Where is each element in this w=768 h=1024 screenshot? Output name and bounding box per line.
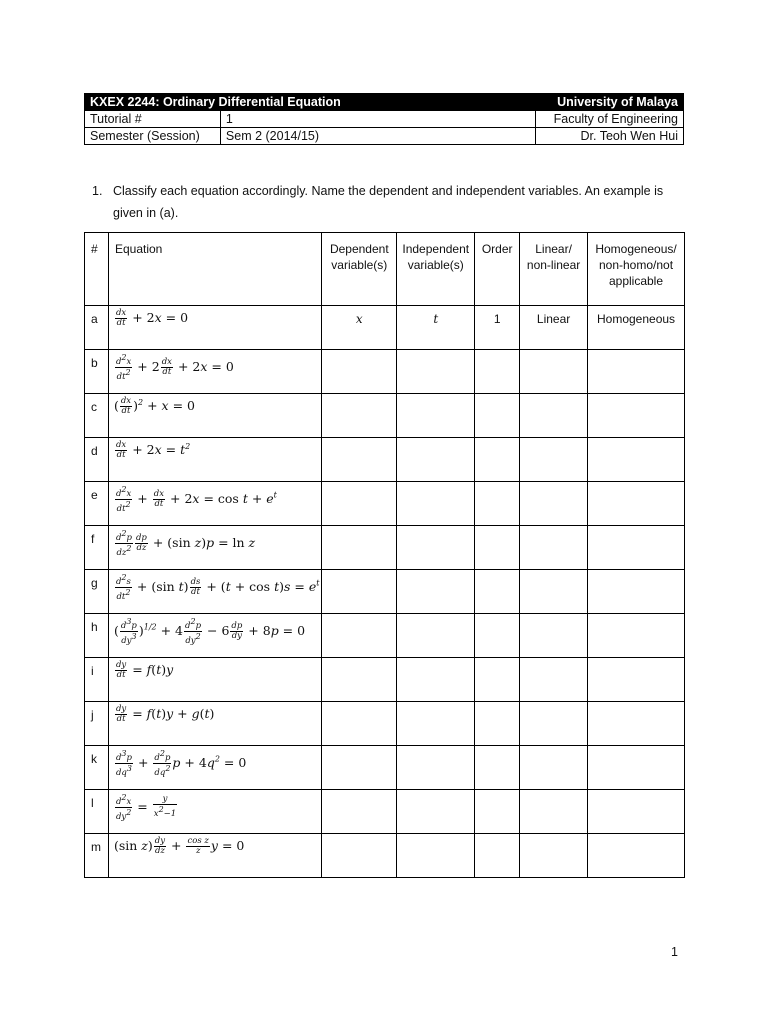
linearity-cell[interactable] xyxy=(520,438,588,482)
dependent-cell[interactable] xyxy=(322,702,397,746)
semester-value: Sem 2 (2014/15) xyxy=(220,128,535,145)
homogeneity-cell[interactable] xyxy=(588,834,685,878)
independent-cell[interactable] xyxy=(397,790,475,834)
equation-formula: $\frac{dx}{dt}$ + 2x = 0 xyxy=(108,306,321,350)
equation-formula: ( $\frac{dx}{dt}$ )$^2$ + x = 0 xyxy=(108,394,321,438)
linearity-cell[interactable] xyxy=(520,834,588,878)
table-row xyxy=(85,570,685,614)
homogeneity-cell[interactable] xyxy=(588,438,685,482)
independent-cell[interactable] xyxy=(397,350,475,394)
order-cell[interactable] xyxy=(475,834,520,878)
equation-formula: $\frac{d^3p}{dq^3}$ + $\frac{d^2p}{dq^2}$ $p + 4q^2 = 0$ xyxy=(108,746,321,790)
linearity-cell[interactable] xyxy=(520,570,588,614)
order-cell[interactable] xyxy=(475,614,520,658)
row-id: b xyxy=(85,350,109,394)
row-id: k xyxy=(85,746,109,790)
linearity-cell[interactable] xyxy=(520,482,588,526)
table-row xyxy=(85,438,685,482)
semester-label: Semester (Session) xyxy=(85,128,221,145)
equation-formula: $\frac{d^2x}{dy^2}$ = $\frac{y}{x^2-1}$ xyxy=(108,790,321,834)
homogeneity-cell[interactable] xyxy=(588,394,685,438)
independent-cell[interactable] xyxy=(397,834,475,878)
table-row xyxy=(85,746,685,790)
header-equation: Equation xyxy=(108,233,321,306)
row-id: e xyxy=(85,482,109,526)
row-id: a xyxy=(85,306,109,350)
row-id: i xyxy=(85,658,109,702)
order-cell[interactable]: 1 xyxy=(475,306,520,350)
equation-formula: $\frac{d^2s}{dt^2}$ + (sin t) $\frac{ds}{dt}$ + $(t + \cos t)s = e^t$ xyxy=(108,570,321,614)
order-cell[interactable] xyxy=(475,570,520,614)
university-name: University of Malaya xyxy=(536,94,684,111)
homogeneity-cell[interactable] xyxy=(588,570,685,614)
equation-formula: $\frac{dy}{dt}$ = f(t)y + g(t) xyxy=(108,702,321,746)
question-number: 1. xyxy=(92,184,103,198)
linearity-cell[interactable] xyxy=(520,394,588,438)
homogeneity-cell[interactable] xyxy=(588,658,685,702)
row-id: f xyxy=(85,526,109,570)
table-row xyxy=(85,658,685,702)
equation-formula: (sin z) $\frac{dy}{dz}$ + $\frac{\text{cos z}}{z}$ y = 0 xyxy=(108,834,321,878)
order-cell[interactable] xyxy=(475,482,520,526)
table-row xyxy=(85,526,685,570)
order-cell[interactable] xyxy=(475,526,520,570)
equation-formula: $\frac{d^2p}{dz^2}$ $\frac{dp}{dz}$ + (sin z)p = ln z xyxy=(108,526,321,570)
linearity-cell[interactable] xyxy=(520,790,588,834)
dependent-cell[interactable] xyxy=(322,350,397,394)
order-cell[interactable] xyxy=(475,394,520,438)
independent-cell[interactable] xyxy=(397,438,475,482)
header-linearity: Linear/ non-linear xyxy=(520,233,588,306)
table-row xyxy=(85,614,685,658)
homogeneity-cell[interactable] xyxy=(588,702,685,746)
table-row xyxy=(85,306,685,350)
tutorial-label: Tutorial # xyxy=(85,111,221,128)
table-row xyxy=(85,834,685,878)
linearity-cell[interactable] xyxy=(520,746,588,790)
header-homogeneity: Homogeneous/ non-homo/not applicable xyxy=(588,233,685,306)
row-id: c xyxy=(85,394,109,438)
dependent-cell[interactable] xyxy=(322,482,397,526)
table-row xyxy=(85,394,685,438)
order-cell[interactable] xyxy=(475,438,520,482)
table-row xyxy=(85,482,685,526)
order-cell[interactable] xyxy=(475,790,520,834)
row-id: g xyxy=(85,570,109,614)
linearity-cell[interactable] xyxy=(520,526,588,570)
table-row xyxy=(85,790,685,834)
tutorial-number: 1 xyxy=(220,111,535,128)
linearity-cell[interactable] xyxy=(520,658,588,702)
dependent-cell[interactable] xyxy=(322,658,397,702)
dependent-cell[interactable] xyxy=(322,526,397,570)
equation-formula: $\frac{dx}{dt}$ + $2x = t^2$ xyxy=(108,438,321,482)
equation-formula: $\frac{dy}{dt}$ = f(t)y xyxy=(108,658,321,702)
independent-cell[interactable] xyxy=(397,746,475,790)
linearity-cell[interactable] xyxy=(520,350,588,394)
dependent-cell[interactable] xyxy=(322,438,397,482)
independent-cell[interactable]: t xyxy=(397,306,475,350)
row-id: j xyxy=(85,702,109,746)
equation-formula: $\frac{d^2x}{dt^2}$ + 2 $\frac{dx}{dt}$ + 2x = 0 xyxy=(108,350,321,394)
independent-cell[interactable] xyxy=(397,658,475,702)
classification-table xyxy=(84,232,685,878)
homogeneity-cell[interactable] xyxy=(588,350,685,394)
independent-cell[interactable] xyxy=(397,570,475,614)
question-text: Classify each equation accordingly. Name the dependent and independent variables. An example is given in (a). xyxy=(113,184,664,220)
independent-cell[interactable] xyxy=(397,614,475,658)
row-id: d xyxy=(85,438,109,482)
independent-cell[interactable] xyxy=(397,526,475,570)
row-id: h xyxy=(85,614,109,658)
order-cell[interactable] xyxy=(475,658,520,702)
order-cell[interactable] xyxy=(475,702,520,746)
homogeneity-cell[interactable] xyxy=(588,526,685,570)
lecturer-name: Dr. Teoh Wen Hui xyxy=(536,128,684,145)
header-independent: Independent variable(s) xyxy=(397,233,475,306)
linearity-cell[interactable] xyxy=(520,614,588,658)
homogeneity-cell[interactable] xyxy=(588,790,685,834)
order-cell[interactable] xyxy=(475,350,520,394)
page-number: 1 xyxy=(671,945,678,959)
table-row xyxy=(85,350,685,394)
row-id: m xyxy=(85,834,109,878)
dependent-cell[interactable] xyxy=(322,570,397,614)
row-id: l xyxy=(85,790,109,834)
table-row xyxy=(85,702,685,746)
independent-cell[interactable] xyxy=(397,394,475,438)
header-id: # xyxy=(85,233,109,306)
header-dependent: Dependent variable(s) xyxy=(322,233,397,306)
equation-formula: $\frac{d^2x}{dt^2}$ + $\frac{dx}{dt}$ + $2x = \cos t + e^t$ xyxy=(108,482,321,526)
course-header-table xyxy=(84,93,684,145)
equation-formula: ( $\frac{d^3p}{dy^3}$ )$^{1/2}$ + 4 $\frac{d^2p}{dy^2}$ − 6 $\frac{dp}{dy}$ + 8p = 0 xyxy=(108,614,321,658)
order-cell[interactable] xyxy=(475,746,520,790)
dependent-cell[interactable]: x xyxy=(322,306,397,350)
dependent-cell[interactable] xyxy=(322,614,397,658)
homogeneity-cell[interactable]: Homogeneous xyxy=(588,306,685,350)
dependent-cell[interactable] xyxy=(322,790,397,834)
homogeneity-cell[interactable] xyxy=(588,482,685,526)
independent-cell[interactable] xyxy=(397,482,475,526)
homogeneity-cell[interactable] xyxy=(588,614,685,658)
linearity-cell[interactable]: Linear xyxy=(520,306,588,350)
linearity-cell[interactable] xyxy=(520,702,588,746)
table-header-row xyxy=(85,233,685,306)
homogeneity-cell[interactable] xyxy=(588,746,685,790)
dependent-cell[interactable] xyxy=(322,746,397,790)
header-order: Order xyxy=(475,233,520,306)
course-title: KXEX 2244: Ordinary Differential Equation xyxy=(85,94,536,111)
dependent-cell[interactable] xyxy=(322,834,397,878)
faculty-name: Faculty of Engineering xyxy=(536,111,684,128)
dependent-cell[interactable] xyxy=(322,394,397,438)
independent-cell[interactable] xyxy=(397,702,475,746)
question-1 xyxy=(92,180,682,224)
